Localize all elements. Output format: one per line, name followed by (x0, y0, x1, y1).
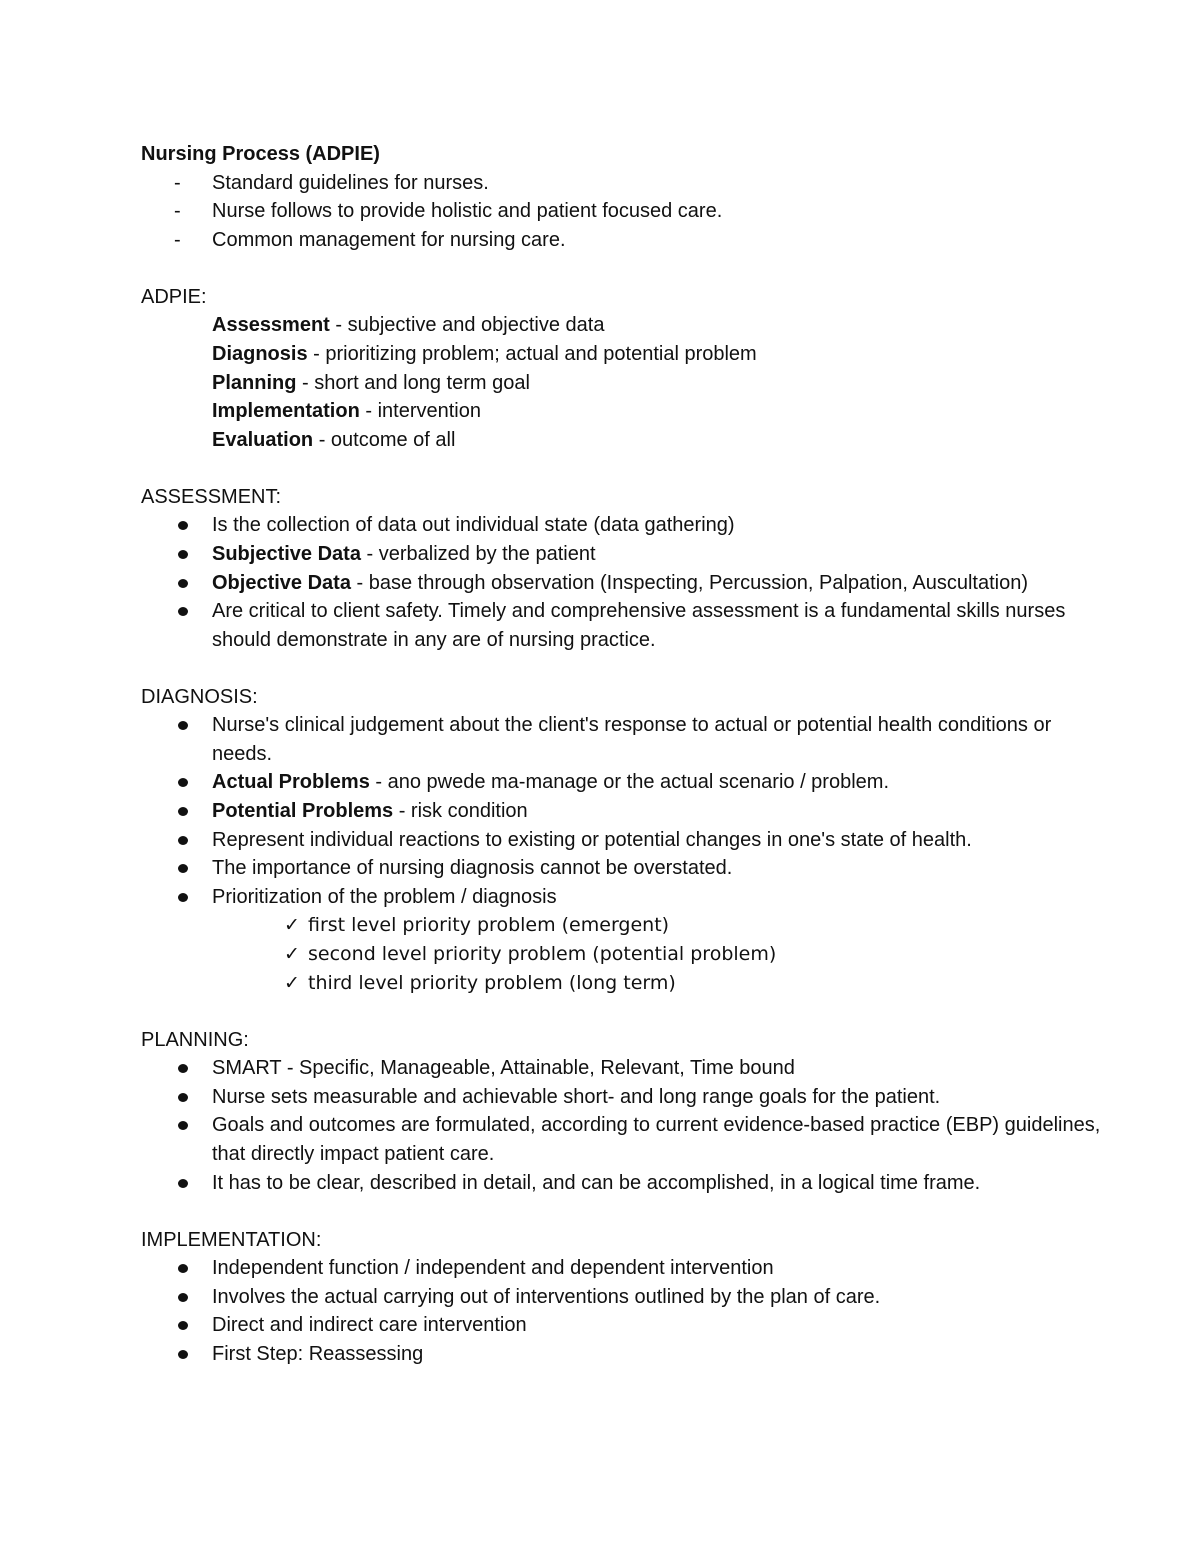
priority-item: ✓ third level priority problem (long term) (141, 969, 1101, 998)
dash-marker: - (174, 200, 181, 223)
list-item: The importance of nursing diagnosis cannot be overstated. (141, 854, 1101, 883)
checkmark-icon: ✓ (284, 971, 300, 994)
bullet-icon (178, 836, 188, 845)
priority-item: ✓ second level priority problem (potential problem) (141, 940, 1101, 969)
list-item: Objective Data - base through observation (Inspecting, Percussion, Palpation, Auscultation) (141, 569, 1101, 598)
spacer (141, 1197, 1101, 1225)
adpie-item: Evaluation - outcome of all (212, 428, 456, 451)
bullet-icon (178, 1064, 188, 1073)
bullet-icon (178, 721, 188, 730)
list-item: Prioritization of the problem / diagnosis (141, 883, 1101, 912)
list-item: Independent function / independent and dependent intervention (141, 1254, 1101, 1283)
list-item: Involves the actual carrying out of interventions outlined by the plan of care. (141, 1283, 1101, 1312)
spacer (141, 454, 1101, 482)
bullet-icon (178, 1179, 188, 1188)
adpie-item: Assessment - subjective and objective data (212, 314, 605, 337)
bullet-icon (178, 1264, 188, 1273)
bullet-icon (178, 1321, 188, 1330)
dash-marker: - (174, 228, 181, 251)
implementation-heading: IMPLEMENTATION: (141, 1228, 322, 1251)
adpie-item: Diagnosis - prioritizing problem; actual and potential problem (212, 342, 757, 365)
bullet-icon (178, 607, 188, 616)
bullet-icon (178, 778, 188, 787)
list-item: Nurse sets measurable and achievable short- and long range goals for the patient. (141, 1083, 1101, 1112)
checkmark-icon: ✓ (284, 943, 300, 966)
bullet-icon (178, 893, 188, 902)
bullet-icon (178, 579, 188, 588)
list-item: Subjective Data - verbalized by the patient (141, 540, 1101, 569)
list-item: SMART - Specific, Manageable, Attainable, Relevant, Time bound (141, 1054, 1101, 1083)
list-item: It has to be clear, described in detail, and can be accomplished, in a logical time frame. (141, 1169, 1101, 1198)
intro-item: - Standard guidelines for nurses. (141, 169, 1101, 198)
spacer (141, 254, 1101, 282)
bullet-icon (178, 1093, 188, 1102)
page-title: Nursing Process (ADPIE) (141, 143, 380, 165)
bullet-icon (178, 521, 188, 530)
list-item: Goals and outcomes are formulated, according to current evidence-based practice (EBP) guidelines, that directly impact patient care. (141, 1111, 1101, 1168)
document-body (141, 140, 1101, 1369)
list-item: First Step: Reassessing (141, 1340, 1101, 1369)
list-item: Actual Problems - ano pwede ma-manage or the actual scenario / problem. (141, 768, 1101, 797)
bullet-icon (178, 550, 188, 559)
adpie-item: Implementation - intervention (212, 400, 481, 423)
list-item: Is the collection of data out individual state (data gathering) (141, 511, 1101, 540)
spacer (141, 654, 1101, 682)
bullet-icon (178, 807, 188, 816)
assessment-heading: ASSESSMENT: (141, 485, 282, 508)
intro-item: - Nurse follows to provide holistic and patient focused care. (141, 197, 1101, 226)
list-item: Represent individual reactions to existing or potential changes in one's state of health. (141, 826, 1101, 855)
intro-item: - Common management for nursing care. (141, 226, 1101, 255)
checkmark-icon: ✓ (284, 914, 300, 937)
bullet-icon (178, 864, 188, 873)
dash-marker: - (174, 171, 181, 194)
adpie-heading: ADPIE: (141, 285, 207, 308)
priority-item: ✓ first level priority problem (emergent) (141, 911, 1101, 940)
bullet-icon (178, 1350, 188, 1359)
adpie-item: Planning - short and long term goal (212, 371, 530, 394)
list-item: Potential Problems - risk condition (141, 797, 1101, 826)
list-item: Nurse's clinical judgement about the client's response to actual or potential health conditions or needs. (141, 711, 1101, 768)
bullet-icon (178, 1293, 188, 1302)
diagnosis-heading: DIAGNOSIS: (141, 685, 258, 708)
list-item: Are critical to client safety. Timely and comprehensive assessment is a fundamental skills nurses should demonstrate in any are of nursing practice. (141, 597, 1101, 654)
list-item: Direct and indirect care intervention (141, 1311, 1101, 1340)
planning-heading: PLANNING: (141, 1028, 249, 1051)
bullet-icon (178, 1121, 188, 1130)
spacer (141, 997, 1101, 1025)
